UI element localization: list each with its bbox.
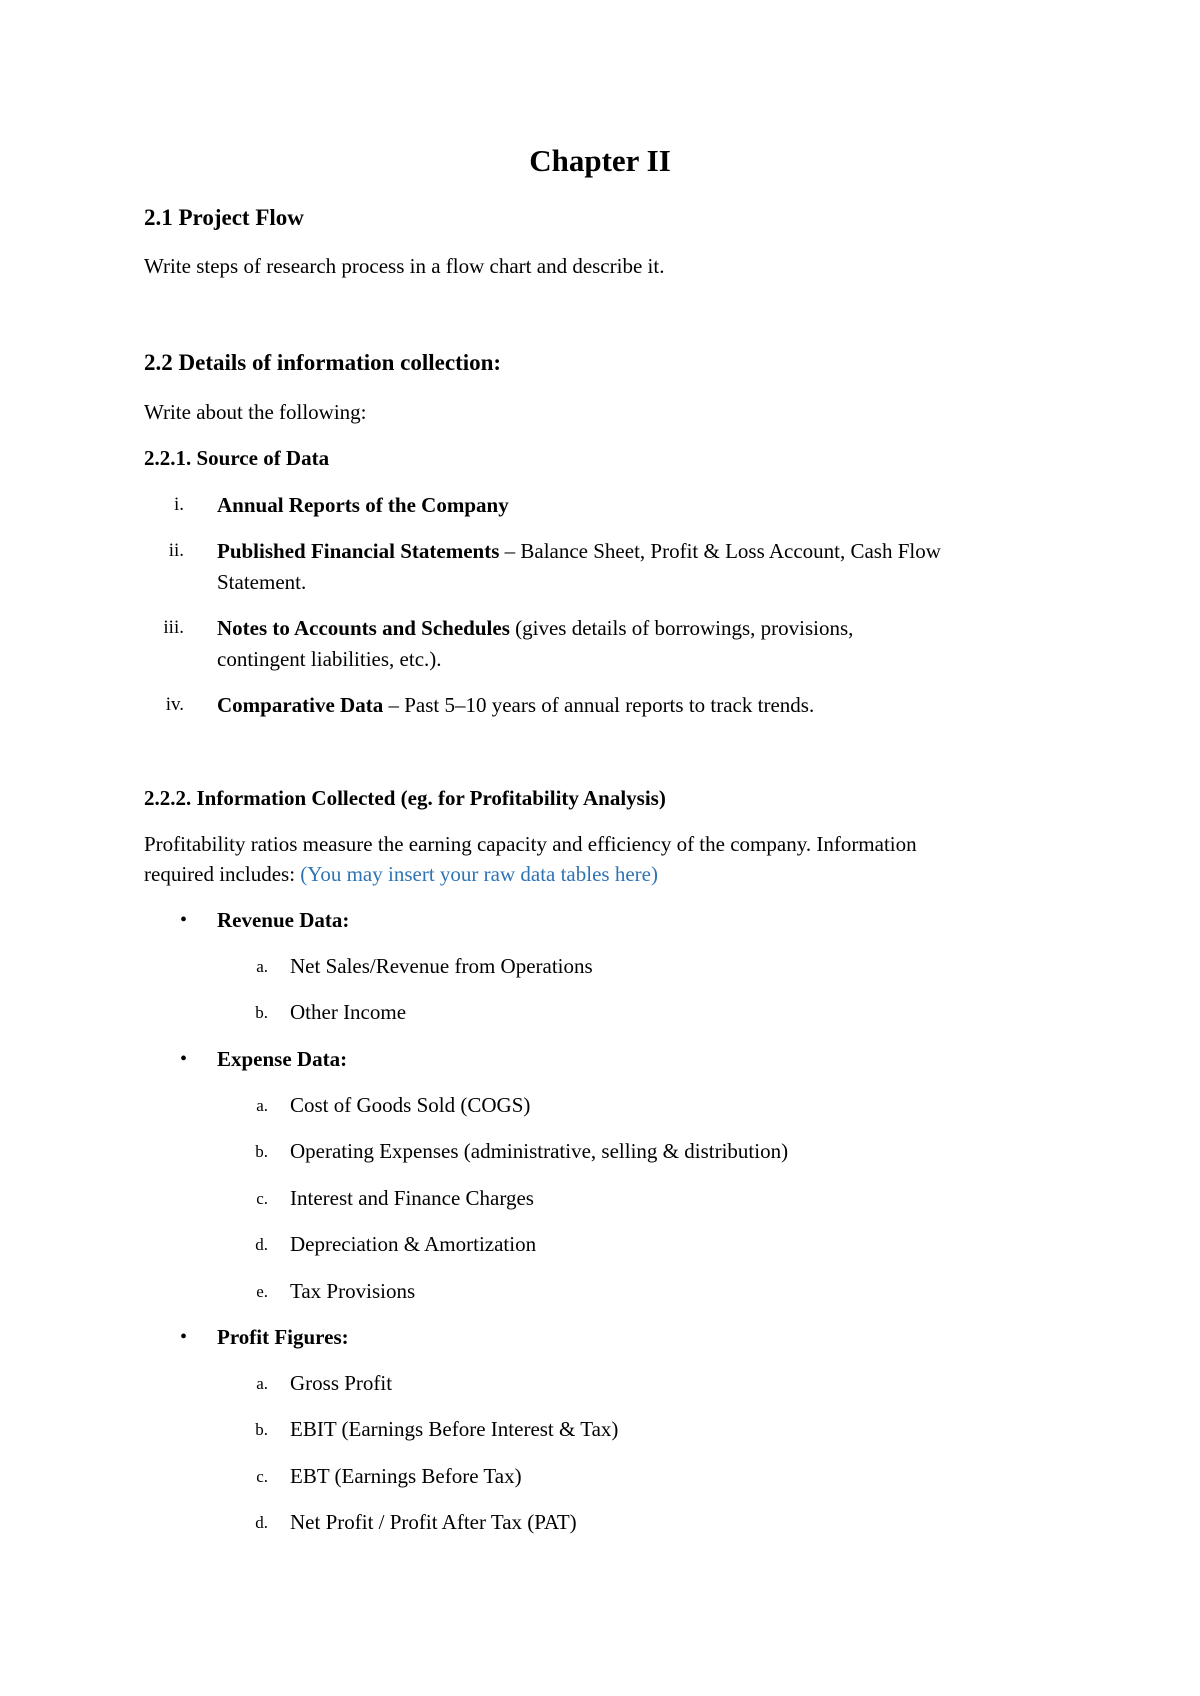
subsection-2-2-2-heading: 2.2.2. Information Collected (eg. for Profitability Analysis) (144, 786, 666, 810)
list-item-bold: Published Financial Statements (217, 539, 500, 563)
list-number: i. (173, 494, 184, 515)
list-item-rest: – Balance Sheet, Profit & Loss Account, Cash Flow (499, 539, 941, 563)
list-letter: c. (256, 1189, 268, 1208)
sub-list-item: EBT (Earnings Before Tax) (290, 1464, 522, 1488)
list-item-bold: Notes to Accounts and Schedules (217, 616, 510, 640)
list-item-rest: – Past 5–10 years of annual reports to track trends. (383, 693, 815, 717)
group-title: Profit Figures: (217, 1325, 349, 1349)
list-letter: d. (255, 1513, 268, 1532)
list-item-bold: Annual Reports of the Company (217, 493, 509, 517)
sub-list-item: Operating Expenses (administrative, selling & distribution) (290, 1139, 789, 1163)
list-number: iii. (163, 617, 184, 638)
paragraph-text: required includes: (144, 862, 301, 886)
sub-list-item: Gross Profit (290, 1371, 393, 1395)
sub-list-item: Other Income (290, 1000, 407, 1024)
paragraph-line-1: Profitability ratios measure the earning capacity and efficiency of the company. Information (144, 832, 917, 856)
sub-list-item: Interest and Finance Charges (290, 1186, 534, 1210)
list-item-rest: (gives details of borrowings, provisions, (509, 616, 854, 640)
section-2-2-heading: 2.2 Details of information collection: (144, 350, 502, 375)
sub-list-item: Net Sales/Revenue from Operations (290, 954, 593, 978)
list-letter: a. (256, 1096, 268, 1115)
sub-list-item: Tax Provisions (290, 1279, 416, 1303)
list-number: iv. (165, 694, 184, 715)
list-number: ii. (168, 540, 184, 561)
list-letter: b. (255, 1420, 268, 1439)
section-2-1-heading: 2.1 Project Flow (144, 205, 304, 230)
list-item (217, 616, 853, 641)
list-item-continuation: Statement. (217, 570, 307, 594)
list-letter: a. (256, 957, 268, 976)
group-title: Expense Data: (217, 1047, 348, 1071)
list-item (217, 693, 814, 718)
paragraph-note: (You may insert your raw data tables here) (300, 862, 658, 886)
subsection-2-2-1-heading: 2.2.1. Source of Data (144, 446, 330, 470)
section-2-2-intro: Write about the following: (144, 400, 367, 424)
sub-list-item: Cost of Goods Sold (COGS) (290, 1093, 531, 1117)
list-item-continuation: contingent liabilities, etc.). (217, 647, 442, 671)
group-title: Revenue Data: (217, 908, 350, 932)
bullet-icon: • (180, 1326, 188, 1348)
list-item (217, 539, 941, 564)
sub-list-item: Depreciation & Amortization (290, 1232, 537, 1256)
list-item-bold: Comparative Data (217, 693, 384, 717)
sub-list-item: Net Profit / Profit After Tax (PAT) (290, 1510, 577, 1534)
bullet-icon: • (180, 909, 188, 931)
list-letter: b. (255, 1003, 268, 1022)
section-2-1-text: Write steps of research process in a flow chart and describe it. (144, 254, 665, 278)
list-letter: e. (256, 1282, 268, 1301)
list-letter: a. (256, 1374, 268, 1393)
sub-list-item: EBIT (Earnings Before Interest & Tax) (290, 1417, 619, 1441)
paragraph-line-2 (144, 862, 658, 887)
chapter-title: Chapter II (529, 143, 671, 178)
list-letter: c. (256, 1467, 268, 1486)
list-letter: d. (255, 1235, 268, 1254)
bullet-icon: • (180, 1048, 188, 1070)
list-letter: b. (255, 1142, 268, 1161)
